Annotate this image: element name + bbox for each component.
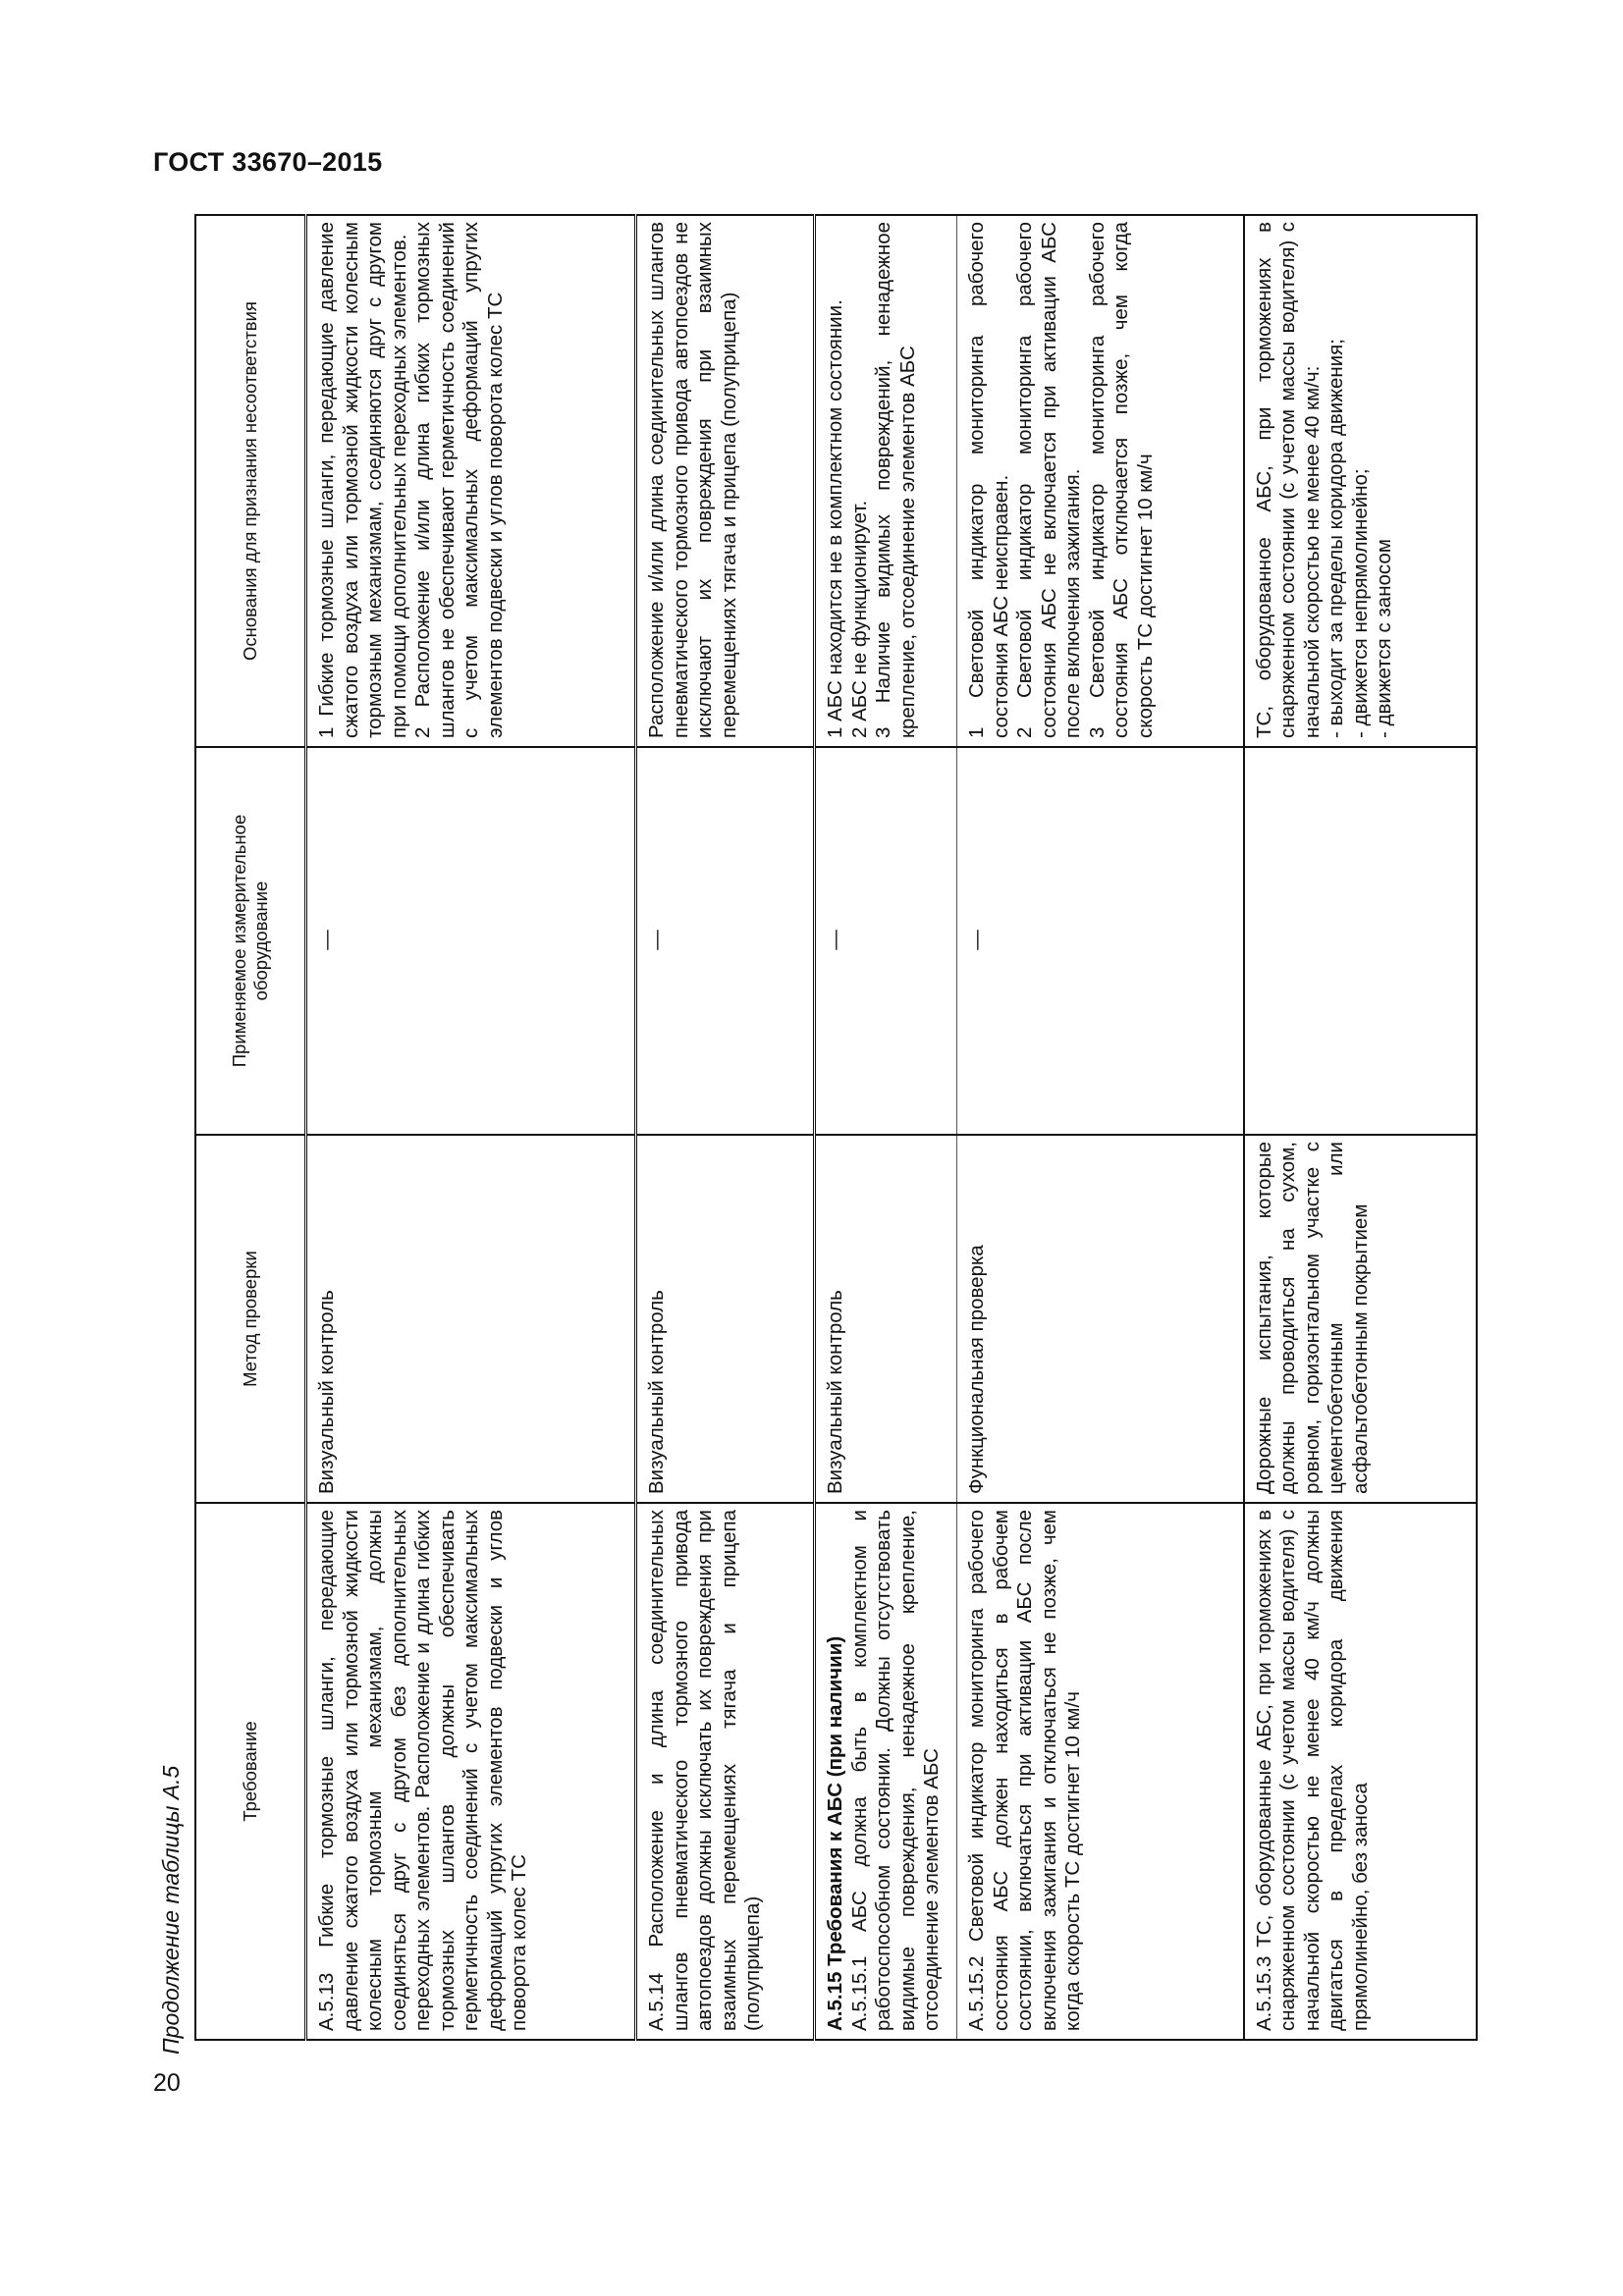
cell-method: Визуальный контроль xyxy=(306,1135,636,1503)
cell-requirement xyxy=(815,1503,957,2040)
cell-grounds xyxy=(636,215,815,747)
document-code-header: ГОСТ 33670–2015 xyxy=(153,147,383,177)
cell-equipment: — xyxy=(824,930,846,950)
grounds-item: - движется непрямолинейно; xyxy=(1348,468,1372,738)
requirements-table xyxy=(194,214,1478,2041)
table-row xyxy=(815,215,957,2040)
cell-requirement: А.5.14 Расположение и длина соединительных шлангов пневматического тормозного привода автопоездов должны исключать их повреждения при взаимных перемещениях тягача и прицепа (полуприцепа) xyxy=(636,1503,815,2040)
grounds-item: 1 АБС находится не в комплектном состоянии. xyxy=(824,299,846,738)
grounds-item: 2 Световой индикатор мониторинга рабочего состояния АБС не включается при активации АБС после включения зажигания. xyxy=(1013,222,1084,738)
grounds-item: 1 Гибкие тормозные шланги, передающие давление сжатого воздуха или тормозной жидкости колесным тормозным механизмам, соединяются друг с другом при помощи дополнительных переходных элементов. xyxy=(315,222,410,738)
table-row xyxy=(957,215,1244,2040)
cell-method: Визуальный контроль xyxy=(815,1135,957,1503)
grounds-item: 3 Наличие видимых повреждений, ненадежное крепление, отсоединение элементов АБС xyxy=(872,222,919,738)
cell-grounds xyxy=(306,215,636,747)
column-header-method: Метод проверки xyxy=(195,1135,306,1503)
table-header-row xyxy=(195,215,306,2040)
grounds-item: - движется с заносом xyxy=(1373,539,1395,738)
cell-method: Дорожные испытания, которые должны проводиться на сухом, ровном, горизонтальном участке с цементобетонным или асфальтобетонным покрытием xyxy=(1244,1135,1477,1503)
requirement-text: А.5.15.1 АБС должна быть в комплектном и работоспособном состоянии. Должны отсутствовать видимые повреждения, ненадежное крепление, отсоединение элементов АБС xyxy=(847,1510,943,2031)
grounds-item: 2 Расположение и/или длина гибких тормозных шлангов не обеспечивают герметичность соединений с учетом максимальных деформаций упругих элементов подвески и углов поворота колес ТС xyxy=(411,222,507,738)
table-row xyxy=(636,215,815,2040)
grounds-item: - выходит за пределы коридора движения; xyxy=(1325,339,1347,738)
cell-requirement: А.5.15.3 ТС, оборудованные АБС, при торможениях в снаряженном состоянии (с учетом массы водителя) с начальной скоростью не менее 40 км/ч должны двигаться в пределах коридора движения прямолинейно, без заноса xyxy=(1244,1503,1477,2040)
section-title: А.5.15 Требования к АБС (при наличии) xyxy=(824,1635,846,2031)
cell-method: Функциональная проверка xyxy=(957,1135,1244,1503)
cell-grounds xyxy=(815,215,957,747)
grounds-item: 3 Световой индикатор мониторинга рабочего состояния АБС отключается позже, чем когда скорость ТС достигнет 10 км/ч xyxy=(1085,222,1157,738)
cell-equipment: — xyxy=(315,930,338,950)
table-row xyxy=(1244,215,1477,2040)
column-header-equipment: Применяемое измерительное оборудование xyxy=(195,747,306,1135)
table-row xyxy=(306,215,636,2040)
page-number: 20 xyxy=(153,2069,181,2097)
table-caption: Продолжение таблицы А.5 xyxy=(158,1765,184,2055)
cell-method: Визуальный контроль xyxy=(636,1135,815,1503)
cell-grounds xyxy=(1244,215,1477,747)
cell-grounds xyxy=(957,215,1244,747)
cell-requirement: А.5.15.2 Световой индикатор мониторинга рабочего состояния АБС должен находиться в рабочем состоянии, включаться при активации АБС после включения зажигания и отключаться не позже, чем когда скорость ТС достигнет 10 км/ч xyxy=(957,1503,1244,2040)
cell-equipment: — xyxy=(965,930,988,950)
grounds-item: 2 АБС не функционирует. xyxy=(847,500,871,738)
cell-equipment xyxy=(1244,747,1477,1135)
cell-requirement: А.5.13 Гибкие тормозные шланги, передающие давление сжатого воздуха или тормозной жидкости колесным тормозным механизмам, должны соединяться друг с другом без дополнительных переходных элементов. Расположение и длина гибких тормозных шлангов должны обеспечивать герметичность соединений с учетом максимальных деформаций упругих элементов подвески и углов поворота колес ТС xyxy=(306,1503,636,2040)
column-header-requirement: Требование xyxy=(195,1503,306,2040)
column-header-grounds: Основания для признания несоответствия xyxy=(195,215,306,747)
grounds-item: 1 Световой индикатор мониторинга рабочего состояния АБС неисправен. xyxy=(965,222,1012,738)
cell-equipment: — xyxy=(645,930,668,950)
grounds-item: ТС, оборудованное АБС, при торможениях в снаряженном состоянии (с учетом массы водителя) с начальной скоростью не менее 40 км/ч: xyxy=(1252,222,1324,738)
rotated-table-area xyxy=(153,208,1478,2055)
grounds-item: Расположение и/или длина соединительных шлангов пневматического тормозного привода автопоездов не исключают их повреждения при взаимных перемещениях тягача и прицепа (полуприцепа) xyxy=(645,222,740,738)
